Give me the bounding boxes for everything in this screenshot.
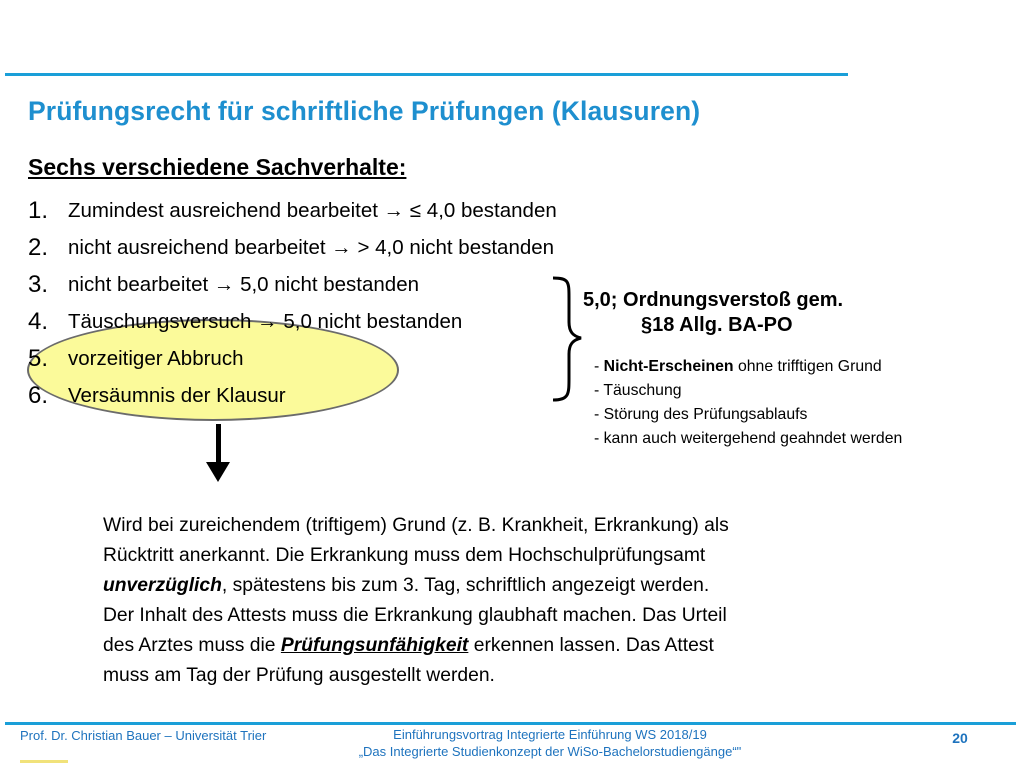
- case-text: nicht bearbeitet → 5,0 nicht bestanden: [68, 273, 420, 296]
- case-text: Versäumnis der Klausur: [68, 384, 286, 407]
- item-emphasis: Nicht-Erscheinen: [603, 358, 734, 375]
- explanation-line: Wird bei zureichendem (triftigem) Grund (z. B. Krankheit, Erkrankung) als: [103, 515, 729, 536]
- emphasis-unverzueglich: unverzüglich: [103, 575, 222, 596]
- explanation-fragment: erkennen lassen. Das Attest: [468, 635, 714, 656]
- case-text: Täuschungsversuch → 5,0 nicht bestanden: [68, 310, 463, 333]
- explanation-fragment: , spätestens bis zum 3. Tag, schriftlich angezeigt werden.: [221, 575, 710, 596]
- item-rest: ohne trifftigen Grund: [733, 358, 882, 375]
- case-item: [28, 380, 557, 417]
- explanation-text: [103, 511, 983, 691]
- case-item: [28, 343, 557, 380]
- footer-divider: [5, 722, 1016, 725]
- explanation-fragment: des Arztes muss die: [103, 635, 281, 656]
- footer-course: [330, 726, 770, 760]
- explanation-line: [103, 631, 983, 661]
- case-number: 6.: [28, 382, 49, 409]
- down-arrow-head-icon: [206, 462, 230, 482]
- case-number: 5.: [28, 345, 49, 372]
- slide-title: Prüfungsrecht für schriftliche Prüfungen (Klausuren): [28, 96, 701, 126]
- footer-course-line: Einführungsvortrag Integrierte Einführung WS 2018/19: [393, 727, 707, 742]
- footer-author: Prof. Dr. Christian Bauer – Universität Trier: [20, 728, 267, 743]
- violation-list: [594, 355, 902, 451]
- case-number: 3.: [28, 271, 49, 298]
- case-text: Zumindest ausreichend bearbeitet → ≤ 4,0 bestanden: [68, 199, 557, 222]
- case-text: nicht ausreichend bearbeitet → > 4,0 nicht bestanden: [68, 236, 555, 259]
- case-item: [28, 269, 557, 306]
- top-divider: [5, 73, 848, 76]
- violation-heading-line: 5,0; Ordnungsverstoß gem.: [583, 289, 844, 311]
- violation-heading-line: §18 Allg. BA-PO: [641, 314, 793, 336]
- explanation-line: Der Inhalt des Attests muss die Erkrankung glaubhaft machen. Das Urteil: [103, 605, 727, 626]
- footer-mark: [20, 760, 68, 763]
- violation-item: [594, 355, 902, 379]
- page-number: 20: [952, 730, 968, 746]
- explanation-line: muss am Tag der Prüfung ausgestellt werden.: [103, 665, 495, 686]
- violation-heading: [583, 288, 843, 338]
- case-item: [28, 306, 557, 343]
- explanation-line: [103, 571, 983, 601]
- case-item: [28, 232, 557, 269]
- down-arrow-icon: [216, 424, 221, 464]
- footer-course-line: „Das Integrierte Studienkonzept der WiSo-Bachelorstudiengänge“": [358, 744, 742, 759]
- case-number: 4.: [28, 308, 49, 335]
- section-heading: Sechs verschiedene Sachverhalte:: [28, 154, 407, 180]
- case-item: [28, 195, 557, 232]
- case-number: 1.: [28, 197, 49, 224]
- violation-item: - Störung des Prüfungsablaufs: [594, 406, 808, 423]
- case-list: [28, 195, 557, 417]
- case-text: vorzeitiger Abbruch: [68, 347, 244, 370]
- violation-item: - kann auch weitergehend geahndet werden: [594, 430, 903, 447]
- explanation-line: Rücktritt anerkannt. Die Erkrankung muss dem Hochschulprüfungsamt: [103, 545, 706, 566]
- item-prefix: -: [594, 358, 604, 375]
- violation-item: - Täuschung: [594, 382, 682, 399]
- emphasis-pruefungsunfaehigkeit: Prüfungsunfähigkeit: [280, 635, 469, 656]
- case-number: 2.: [28, 234, 49, 261]
